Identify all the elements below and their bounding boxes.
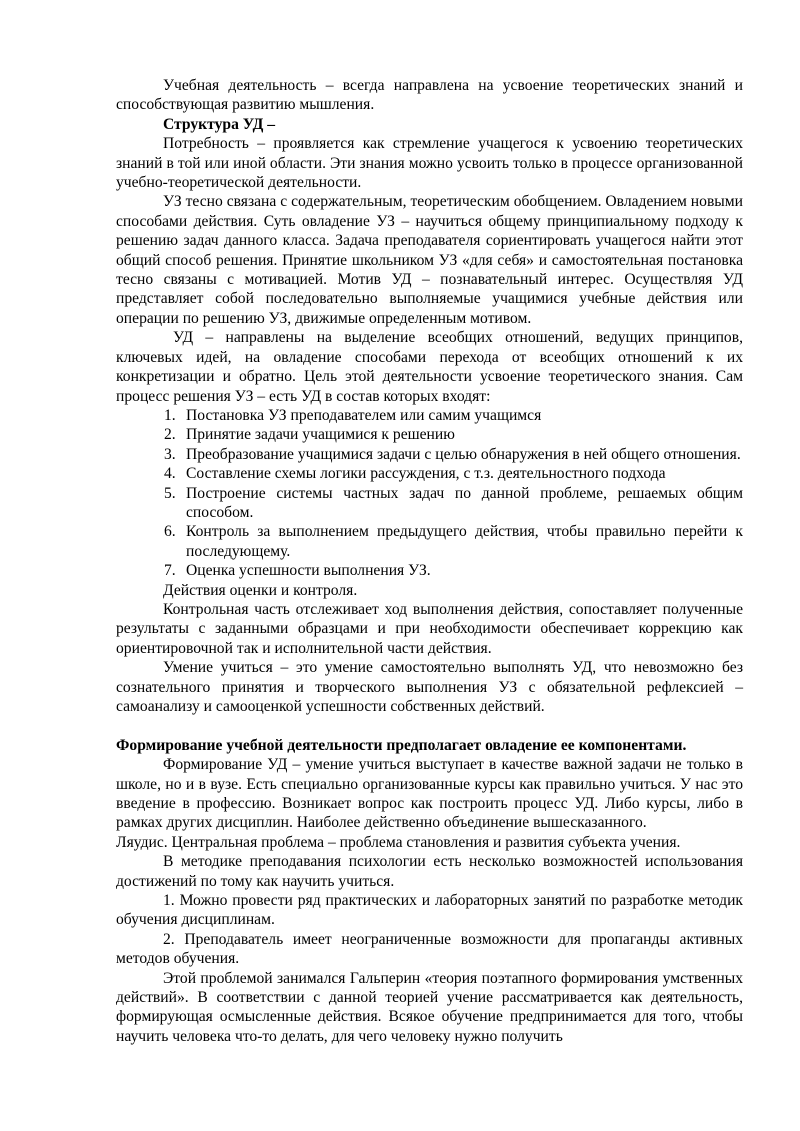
list-item-text: Принятие задачи учащимися к решению bbox=[186, 426, 455, 444]
paragraph-point-2: 2. Преподаватель имеет неограниченные возможности для пропаганды активных методов обучения. bbox=[116, 930, 743, 968]
list-item bbox=[164, 406, 743, 425]
list-item bbox=[164, 425, 743, 444]
paragraph-ability-to-learn: Умение учиться – это умение самостоятельно выполнять УД, что невозможно без сознательного принятия и творческого выполнения УЗ с обязательной рефлексией – самоанализу и самооценкой успешности собственных действий. bbox=[116, 659, 743, 715]
paragraph-control: Контрольная часть отслеживает ход выполнения действия, сопоставляет полученные результаты с заданными образцами и при необходимости обеспечивает коррекцию как ориентировочной так и исполнительной части действия. bbox=[116, 600, 743, 657]
paragraph-learning-activity: Учебная деятельность – всегда направлена на усвоение теоретических знаний и способствующая развитию мышления. bbox=[116, 77, 743, 114]
list-item-text: Построение системы частных задач по данной проблеме, решаемых общим способом. bbox=[186, 484, 743, 521]
paragraph-methodology: В методике преподавания психологии есть несколько возможностей использования достижений по тому как научить учиться. bbox=[116, 853, 743, 890]
document-body bbox=[116, 76, 743, 1046]
list-item bbox=[164, 561, 743, 580]
actions-list bbox=[116, 406, 743, 581]
paragraph-galperin: Этой проблемой занимался Гальперин «теория поэтапного формирования умственных действий». В соответствии с данной теорией учение рассматривается как деятельность, формирующая осмысленные действия. Всякое обучение предпринимается для того, чтобы научить человека что-то делать, для чего человеку нужно получить bbox=[116, 969, 743, 1045]
paragraph-point-1: 1. Можно провести ряд практических и лабораторных занятий по разработке методик обучения дисциплинам. bbox=[116, 892, 743, 929]
list-item-text: Преобразование учащимися задачи с целью обнаружения в ней общего отношения. bbox=[186, 445, 741, 463]
list-item bbox=[164, 522, 743, 561]
section-title: Формирование учебной деятельности предполагает овладение ее компонентами. bbox=[116, 736, 687, 754]
list-item bbox=[164, 484, 743, 523]
list-item-text: Оценка успешности выполнения УЗ. bbox=[186, 562, 431, 580]
paragraph-formation: Формирование УД – умение учиться выступает в качестве важной задачи не только в школе, но и в вузе. Есть специально организованные курсы как правильно учиться. У нас это введение в профессию. Возникает вопрос как построить процесс УД. Либо курсы, либо в рамках других дисциплин. Наиболее действенно объединение вышесказанного. bbox=[116, 756, 743, 832]
list-item-number: 2. bbox=[164, 426, 176, 444]
list-item-text: Составление схемы логики рассуждения, с т.з. деятельностного подхода bbox=[186, 465, 666, 483]
list-item-number: 4. bbox=[164, 465, 176, 483]
heading-structure: Структура УД – bbox=[163, 115, 276, 133]
list-item bbox=[164, 445, 743, 464]
list-item-text: Контроль за выполнением предыдущего действия, чтобы правильно перейти к последующему. bbox=[186, 523, 743, 560]
paragraph-learning-actions: УД – направлены на выделение всеобщих отношений, ведущих принципов, ключевых идей, на овладение способами перехода от всеобщих отношений к их конкретизации и обратно. Цель этой деятельности усвоение теоретического знания. Сам процесс решения УЗ – есть УД в состав которых входят: bbox=[116, 329, 743, 405]
paragraph-liaudis: Ляудис. Центральная проблема – проблема становления и развития субъекта учения. bbox=[116, 833, 681, 851]
list-item-number: 1. bbox=[164, 406, 176, 424]
list-item-number: 7. bbox=[164, 562, 176, 580]
list-item-text: Постановка УЗ преподавателем или самим учащимся bbox=[186, 406, 542, 424]
list-item-number: 6. bbox=[164, 523, 176, 541]
paragraph-learning-task: УЗ тесно связана с содержательным, теоретическим обобщением. Овладением новыми способами действия. Суть овладение УЗ – научиться общему принципиальному подходу к решению задач данного класса. Задача преподавателя сориентировать учащегося найти этот общий способ решения. Принятие школьником УЗ «для себя» и самостоятельная постановка тесно связаны с мотивацией. Мотив УД – познавательный интерес. Осуществляя УД представляет собой последовательно выполняемые учащимися учебные действия или операции по решению УЗ, движимые определенным мотивом. bbox=[116, 193, 743, 327]
paragraph-need: Потребность – проявляется как стремление учащегося к усвоению теоретических знаний в той или иной области. Эти знания можно усвоить только в процессе организованной учебно-теоретической деятельности. bbox=[116, 135, 743, 192]
blank-line bbox=[116, 716, 743, 735]
list-item-number: 5. bbox=[164, 484, 176, 502]
list-item bbox=[164, 464, 743, 483]
paragraph-evaluation: Действия оценки и контроля. bbox=[163, 581, 358, 599]
list-item-number: 3. bbox=[164, 445, 176, 463]
